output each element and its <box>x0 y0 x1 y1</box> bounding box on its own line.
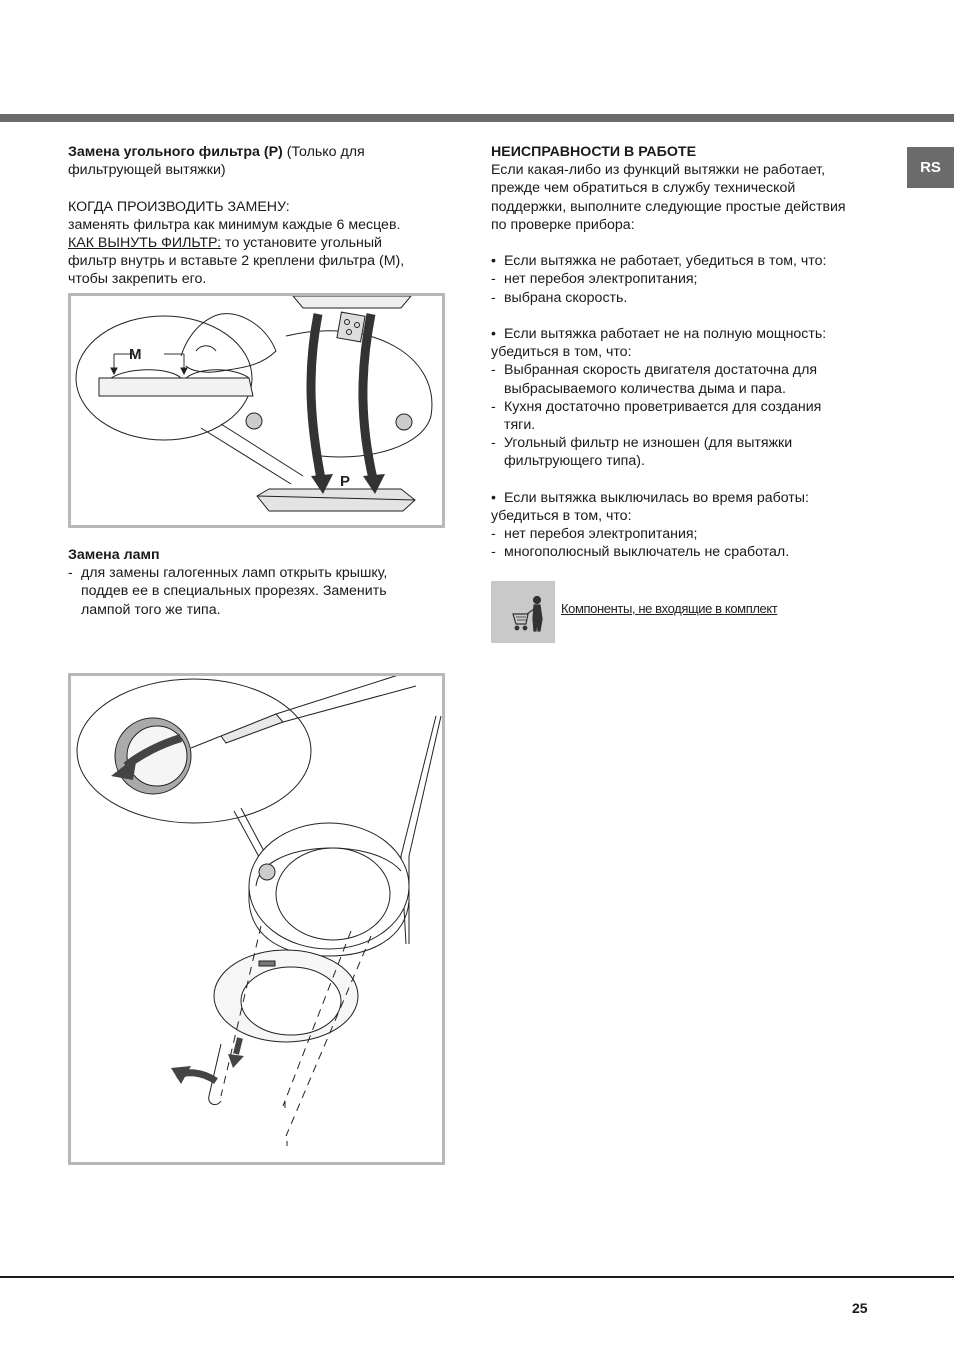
case2-item <box>491 398 871 434</box>
case2-item <box>491 434 871 470</box>
label-m: M <box>129 346 142 363</box>
charcoal-filter-illustration <box>71 296 442 525</box>
lamp-item <box>68 564 440 619</box>
dash-mark: - <box>491 435 496 452</box>
lamp-text-3: лампой того же типа. <box>81 601 221 618</box>
lamp-text-1: для замены галогенных ламп открыть крышку, <box>81 565 388 582</box>
bottom-rule <box>0 1276 954 1278</box>
intro-line-2: прежде чем обратиться в службу технической <box>491 180 796 197</box>
case2-item-line: Кухня достаточно проветривается для создания <box>504 398 822 415</box>
case3-line2: убедиться в том, что: <box>491 508 632 525</box>
case2-line2: убедиться в том, что: <box>491 344 632 361</box>
intro-line-4: по проверке прибора: <box>491 216 635 233</box>
intro-line-1: Если какая-либо из функций вытяжки не работает, <box>491 162 826 179</box>
how-label: КАК ВЫНУТЬ ФИЛЬТР: <box>68 235 222 251</box>
bullet-mark: • <box>491 326 496 342</box>
case2-item-line: Выбранная скорость двигателя достаточна для <box>504 362 818 379</box>
case3-item <box>491 543 871 561</box>
case2-item-line: Угольный фильтр не изношен (для вытяжки <box>504 435 793 452</box>
case2-item-text <box>504 398 871 434</box>
case3-item-text: нет перебоя электропитания; <box>504 526 698 543</box>
case1-item <box>491 289 871 307</box>
when-heading: КОГДА ПРОИЗВОДИТЬ ЗАМЕНУ: <box>68 198 290 215</box>
dash-mark: - <box>491 526 496 543</box>
dash-mark: - <box>491 398 496 415</box>
case1-text: Если вытяжка не работает, убедиться в том, что: <box>504 253 827 270</box>
language-tab <box>907 147 954 188</box>
case1-item-text: нет перебоя электропитания; <box>504 271 698 288</box>
charcoal-title-rest: (Только для <box>282 144 365 160</box>
case2-item-line: тяги. <box>504 417 536 434</box>
case2-item-text <box>504 361 871 397</box>
charcoal-title-line2: фильтрующей вытяжки) <box>68 162 226 179</box>
accessory-label[interactable]: Компоненты, не входящие в комплект <box>561 601 778 616</box>
lamp-replacement-illustration <box>71 676 442 1162</box>
left-column <box>68 143 440 289</box>
shopping-cart-person-icon <box>491 581 555 643</box>
charcoal-filter-figure <box>68 293 445 528</box>
case1-item <box>491 270 871 288</box>
lamp-dash: - <box>68 565 73 582</box>
page-number: 25 <box>852 1300 868 1316</box>
troubleshooting-heading: НЕИСПРАВНОСТИ В РАБОТЕ <box>491 144 697 160</box>
case1-item-text: выбрана скорость. <box>504 289 628 306</box>
case3-text: Если вытяжка выключилась во время работы: <box>504 489 809 506</box>
bullet-mark: • <box>491 489 496 506</box>
accessory-icon-box <box>491 581 555 643</box>
lamp-text <box>81 564 440 619</box>
lamp-replacement-figure <box>68 673 445 1165</box>
case3-item-text: многополюсный выключатель не сработал. <box>504 544 790 561</box>
when-text: заменять фильтра как минимум каждые 6 месцев. <box>68 216 401 233</box>
case2-item <box>491 361 871 397</box>
case3-item <box>491 525 871 543</box>
intro-line-3: поддержки, выполните следующие простые действия <box>491 198 846 215</box>
charcoal-filter-title <box>68 143 440 161</box>
dash-mark: - <box>491 544 496 561</box>
how-text-3: чтобы закрепить его. <box>68 271 207 288</box>
how-text-1: то установите угольный <box>221 235 382 251</box>
right-column <box>491 143 871 562</box>
charcoal-title-bold: Замена угольного фильтра (Р) <box>68 144 283 160</box>
label-p: P <box>340 473 351 490</box>
case3-bullet <box>491 489 871 507</box>
how-text-2: фильтр внутрь и вставьте 2 креплени фильтра (М), <box>68 253 405 270</box>
case1-bullet <box>491 252 871 270</box>
language-tab-label: RS <box>920 159 941 176</box>
case2-bullet <box>491 325 871 343</box>
dash-mark: - <box>491 289 496 306</box>
lamp-text-2: поддев ее в специальных прорезях. Заменить <box>81 583 387 600</box>
lamp-section <box>68 546 440 619</box>
bullet-mark: • <box>491 253 496 270</box>
case2-item-line: фильтрующего типа). <box>504 453 645 470</box>
dash-mark: - <box>491 271 496 288</box>
case2-item-line: выбрасываемого количества дыма и пара. <box>504 380 786 397</box>
case2-text: Если вытяжка работает не на полную мощность: <box>504 326 827 342</box>
top-rule <box>0 114 954 122</box>
lamp-title: Замена ламп <box>68 547 160 563</box>
dash-mark: - <box>491 362 496 379</box>
case2-item-text <box>504 434 871 470</box>
how-paragraph <box>68 234 440 252</box>
